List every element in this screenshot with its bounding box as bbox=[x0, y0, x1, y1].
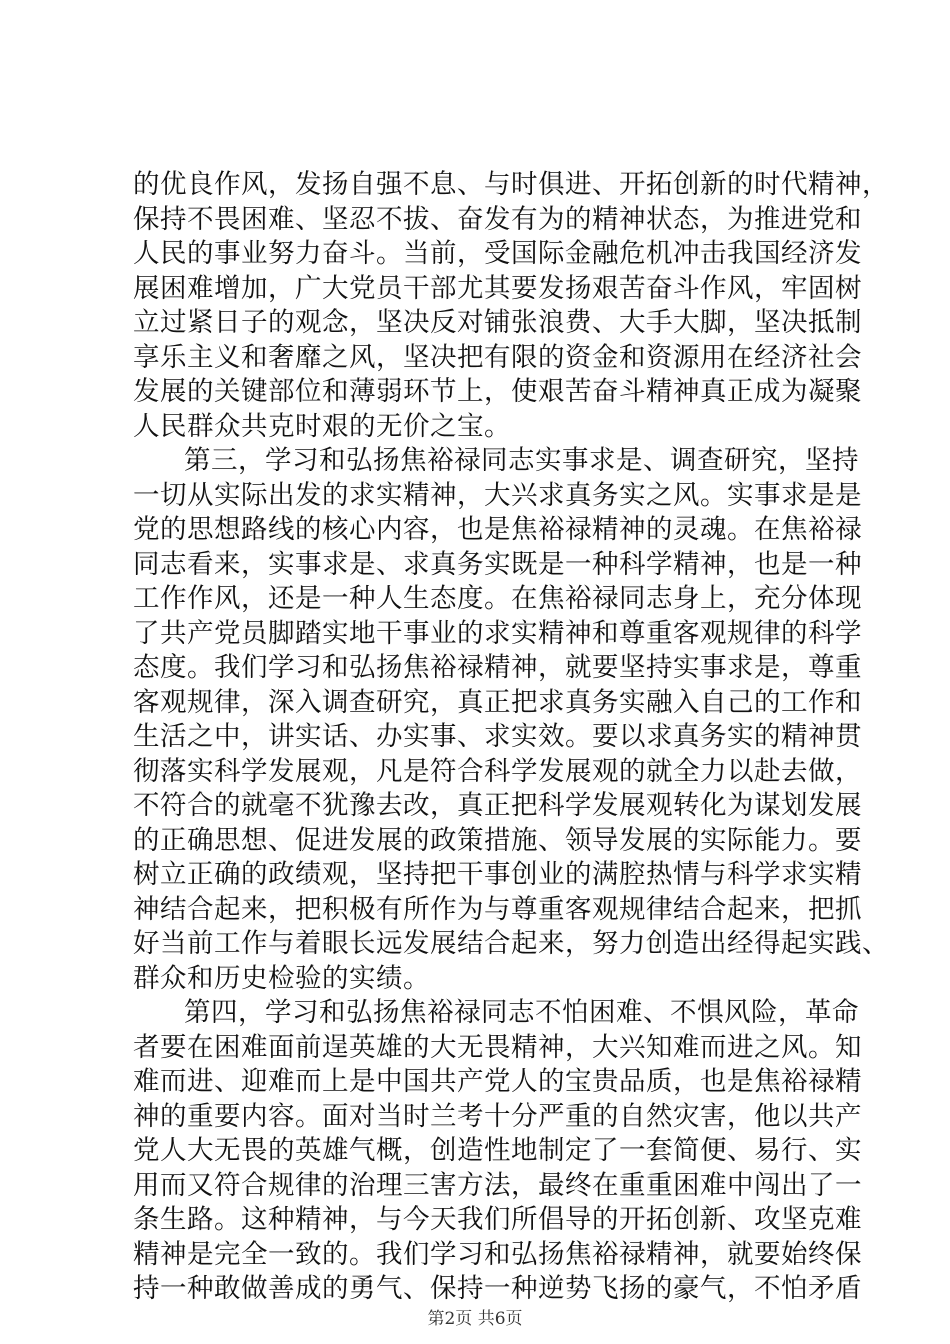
text-line: 彻落实科学发展观，凡是符合科学发展观的就全力以赴去做， bbox=[133, 755, 862, 787]
text-line: 精神是完全一致的。我们学习和弘扬焦裕禄精神，就要始终保 bbox=[133, 1238, 862, 1270]
text-line: 党人大无畏的英雄气概，创造性地制定了一套简便、易行、实 bbox=[133, 1135, 862, 1166]
page-footer: 第2页 共6页 bbox=[427, 1309, 523, 1329]
text-line: 条生路。这种精神，与今天我们所倡导的开拓创新、攻坚克难 bbox=[133, 1204, 862, 1235]
text-line: 人民群众共克时艰的无价之宝。 bbox=[133, 410, 511, 442]
text-line: 树立正确的政绩观，坚持把干事创业的满腔热情与科学求实精 bbox=[133, 859, 862, 890]
text-line: 发展的关键部位和薄弱环节上，使艰苦奋斗精神真正成为凝聚 bbox=[133, 376, 862, 407]
text-line: 的正确思想、促进发展的政策措施、领导发展的实际能力。要 bbox=[133, 824, 862, 856]
text-line: 客观规律，深入调查研究，真正把求真务实融入自己的工作和 bbox=[133, 686, 862, 718]
text-line: 立过紧日子的观念，坚决反对铺张浪费、大手大脚，坚决抵制 bbox=[133, 307, 862, 338]
text-line: 享乐主义和奢靡之风，坚决把有限的资金和资源用在经济社会 bbox=[133, 341, 862, 373]
text-line: 群众和历史检验的实绩。 bbox=[133, 962, 430, 994]
text-line: 保持不畏困难、坚忍不拔、奋发有为的精神状态，为推进党和 bbox=[133, 203, 862, 235]
text-line: 好当前工作与着眼长远发展结合起来，努力创造出经得起实践、 bbox=[133, 928, 889, 959]
text-line: 用而又符合规律的治理三害方法，最终在重重困难中闯出了一 bbox=[133, 1169, 862, 1201]
text-line: 的优良作风，发扬自强不息、与时俱进、开拓创新的时代精神， bbox=[133, 169, 889, 200]
text-line: 神结合起来，把积极有所作为与尊重客观规律结合起来，把抓 bbox=[133, 893, 862, 925]
text-line: 持一种敢做善成的勇气、保持一种逆势飞扬的豪气，不怕矛盾 bbox=[133, 1273, 862, 1304]
text-line: 同志看来，实事求是、求真务实既是一种科学精神，也是一种 bbox=[133, 548, 862, 580]
text-line: 神的重要内容。面对当时兰考十分严重的自然灾害，他以共产 bbox=[133, 1100, 862, 1132]
text-line: 人民的事业努力奋斗。当前，受国际金融危机冲击我国经济发 bbox=[133, 238, 862, 269]
text-line: 难而进、迎难而上是中国共产党人的宝贵品质，也是焦裕禄精 bbox=[133, 1066, 862, 1097]
text-line: 第三，学习和弘扬焦裕禄同志实事求是、调查研究，坚持 bbox=[184, 445, 859, 476]
text-line: 者要在困难面前逞英雄的大无畏精神，大兴知难而进之风。知 bbox=[133, 1031, 862, 1063]
text-line: 展困难增加，广大党员干部尤其要发扬艰苦奋斗作风，牢固树 bbox=[133, 272, 862, 304]
text-line: 党的思想路线的核心内容，也是焦裕禄精神的灵魂。在焦裕禄 bbox=[133, 514, 862, 545]
text-line: 一切从实际出发的求实精神，大兴求真务实之风。实事求是是 bbox=[133, 479, 862, 511]
text-line: 态度。我们学习和弘扬焦裕禄精神，就要坚持实事求是，尊重 bbox=[133, 652, 862, 683]
document-body bbox=[133, 168, 889, 1307]
text-line: 第四，学习和弘扬焦裕禄同志不怕困难、不惧风险，革命 bbox=[184, 997, 859, 1028]
text-line: 生活之中，讲实话、办实事、求实效。要以求真务实的精神贯 bbox=[133, 721, 862, 752]
text-line: 不符合的就毫不犹豫去改，真正把科学发展观转化为谋划发展 bbox=[133, 790, 862, 821]
text-line: 工作作风，还是一种人生态度。在焦裕禄同志身上，充分体现 bbox=[133, 583, 862, 614]
text-line: 了共产党员脚踏实地干事业的求实精神和尊重客观规律的科学 bbox=[133, 617, 862, 649]
